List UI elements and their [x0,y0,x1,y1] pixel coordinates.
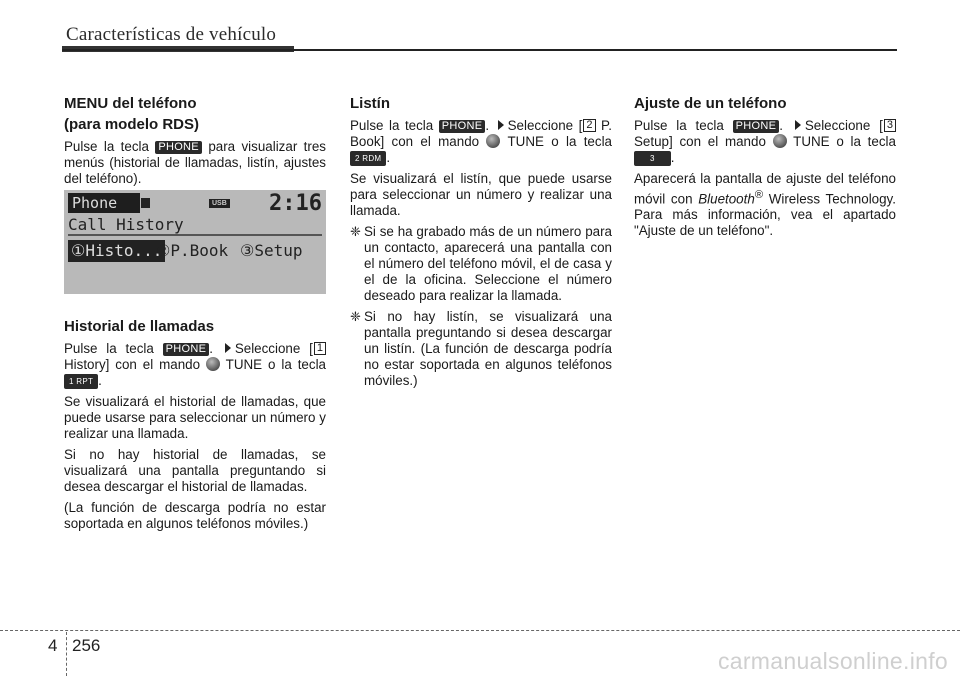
chapter-number: 4 [48,636,58,655]
para-setup-steps [634,118,896,166]
page-number: 256 [72,636,101,655]
text: Pulse la tecla [64,139,149,154]
phone-key: PHONE [733,120,780,133]
tune-knob-icon [206,357,220,371]
running-header: Características de vehículo [66,24,277,45]
text: Seleccione [ [234,341,313,356]
note-text: Si no hay listín, se visualizará una pantalla preguntando si desea descargar un listín. (La función de descarga podría no estar soportada en algunos teléfonos móviles.) [364,309,612,388]
para-setup-1 [634,171,896,239]
arrow-right-icon [498,120,504,130]
text: . [209,341,213,356]
heading-phonebook: Listín [350,95,390,112]
text: TUNE o la tecla [225,357,326,372]
heading-phone-setup: Ajuste de un teléfono [634,95,787,112]
text: . [98,373,102,388]
header-rule [62,49,897,51]
phone-key: PHONE [155,141,202,154]
column-phone-menu [64,93,326,192]
text: TUNE o la tecla [793,134,896,149]
para-history-2: Si no hay historial de llamadas, se visualizará una pantalla preguntando si desea descargar el historial de llamadas. [64,447,326,494]
column-phonebook [350,93,612,394]
column-call-history [64,316,326,537]
number-3-icon: 3 [884,119,896,132]
bluetooth-term: Bluetooth [698,191,755,207]
note-mark-icon: ❈ [350,224,361,239]
text: Pulse la tecla [350,118,434,133]
text: TUNE o la tecla [507,134,612,149]
arrow-right-icon [225,343,231,353]
lcd-status-row [64,192,326,214]
para-history-steps [64,341,326,389]
arrow-right-icon [795,120,801,130]
text: Seleccione [ [507,118,583,133]
text: . [779,118,783,133]
footer-divider [66,632,67,676]
text: Setup] con el mando [634,134,766,149]
note-2 [350,309,612,389]
para-intro [64,139,326,187]
text: . [386,150,391,165]
lcd-option-setup: ③Setup [240,241,303,260]
heading-phone-menu [64,93,326,135]
watermark: carmanualsonline.info [717,648,948,674]
text: . [485,118,490,133]
para-phonebook-steps [350,118,612,166]
tune-knob-icon [773,134,787,148]
usb-badge: USB [209,199,230,208]
phone-key: PHONE [439,120,486,133]
text: Aparecerá la pantalla de ajuste del teléfono móvil con [634,171,896,207]
lcd-divider [68,234,322,236]
number-1-icon: 1 [314,342,326,355]
lcd-phone-tab: Phone [68,193,140,213]
registered-mark: ® [754,189,764,201]
para-phonebook-1: Se visualizará el listín, que puede usarse para seleccionar un número y realizar una llamada. [350,171,612,218]
lcd-option-history: ①Histo... [68,240,165,262]
note-text: Si se ha grabado más de un número para un contacto, aparecerá una pantalla con el número del teléfono móvil, el de casa y el de la oficina. Seleccione el número deseado para realizar la llamada. [364,224,612,303]
number-2-icon: 2 [583,119,595,132]
text: Seleccione [ [804,118,883,133]
rdm-key: 2 RDM [350,151,386,166]
heading-line1: MENU del teléfono [64,95,197,112]
tune-knob-icon [486,134,500,148]
para-history-1: Se visualizará el historial de llamadas, que puede usarse para seleccionar un número y realizar una llamada. [64,394,326,441]
note-mark-icon: ❈ [350,309,361,324]
note-1 [350,224,612,304]
rpt-key: 1 RPT [64,374,98,389]
footer-rule [0,630,960,631]
column-phone-setup [634,93,896,244]
text: Wireless Technology. Para más información, vea el apartado "Ajuste de un teléfono". [634,191,896,239]
text: History] con el mando [64,357,201,372]
text: Pulse la tecla [64,341,154,356]
text: P. Book] con el mando [350,118,612,149]
para-history-3: (La función de descarga podría no estar soportada en algunos teléfonos móviles.) [64,500,326,531]
text: para visualizar tres menús (historial de llamadas, listín, ajustes del teléfono). [64,139,326,186]
phone-lcd-display [64,190,326,294]
lcd-subtitle: Call History [68,215,184,234]
bluetooth-icon [141,198,150,208]
lcd-clock: 2:16 [269,191,322,216]
text: . [670,150,675,165]
heading-call-history: Historial de llamadas [64,318,215,335]
lcd-option-phonebook: ②P.Book [156,241,229,260]
phone-key: PHONE [163,343,210,356]
key-3: 3 [634,151,671,166]
text: Pulse la tecla [634,118,724,133]
heading-line2: (para modelo RDS) [64,116,200,133]
